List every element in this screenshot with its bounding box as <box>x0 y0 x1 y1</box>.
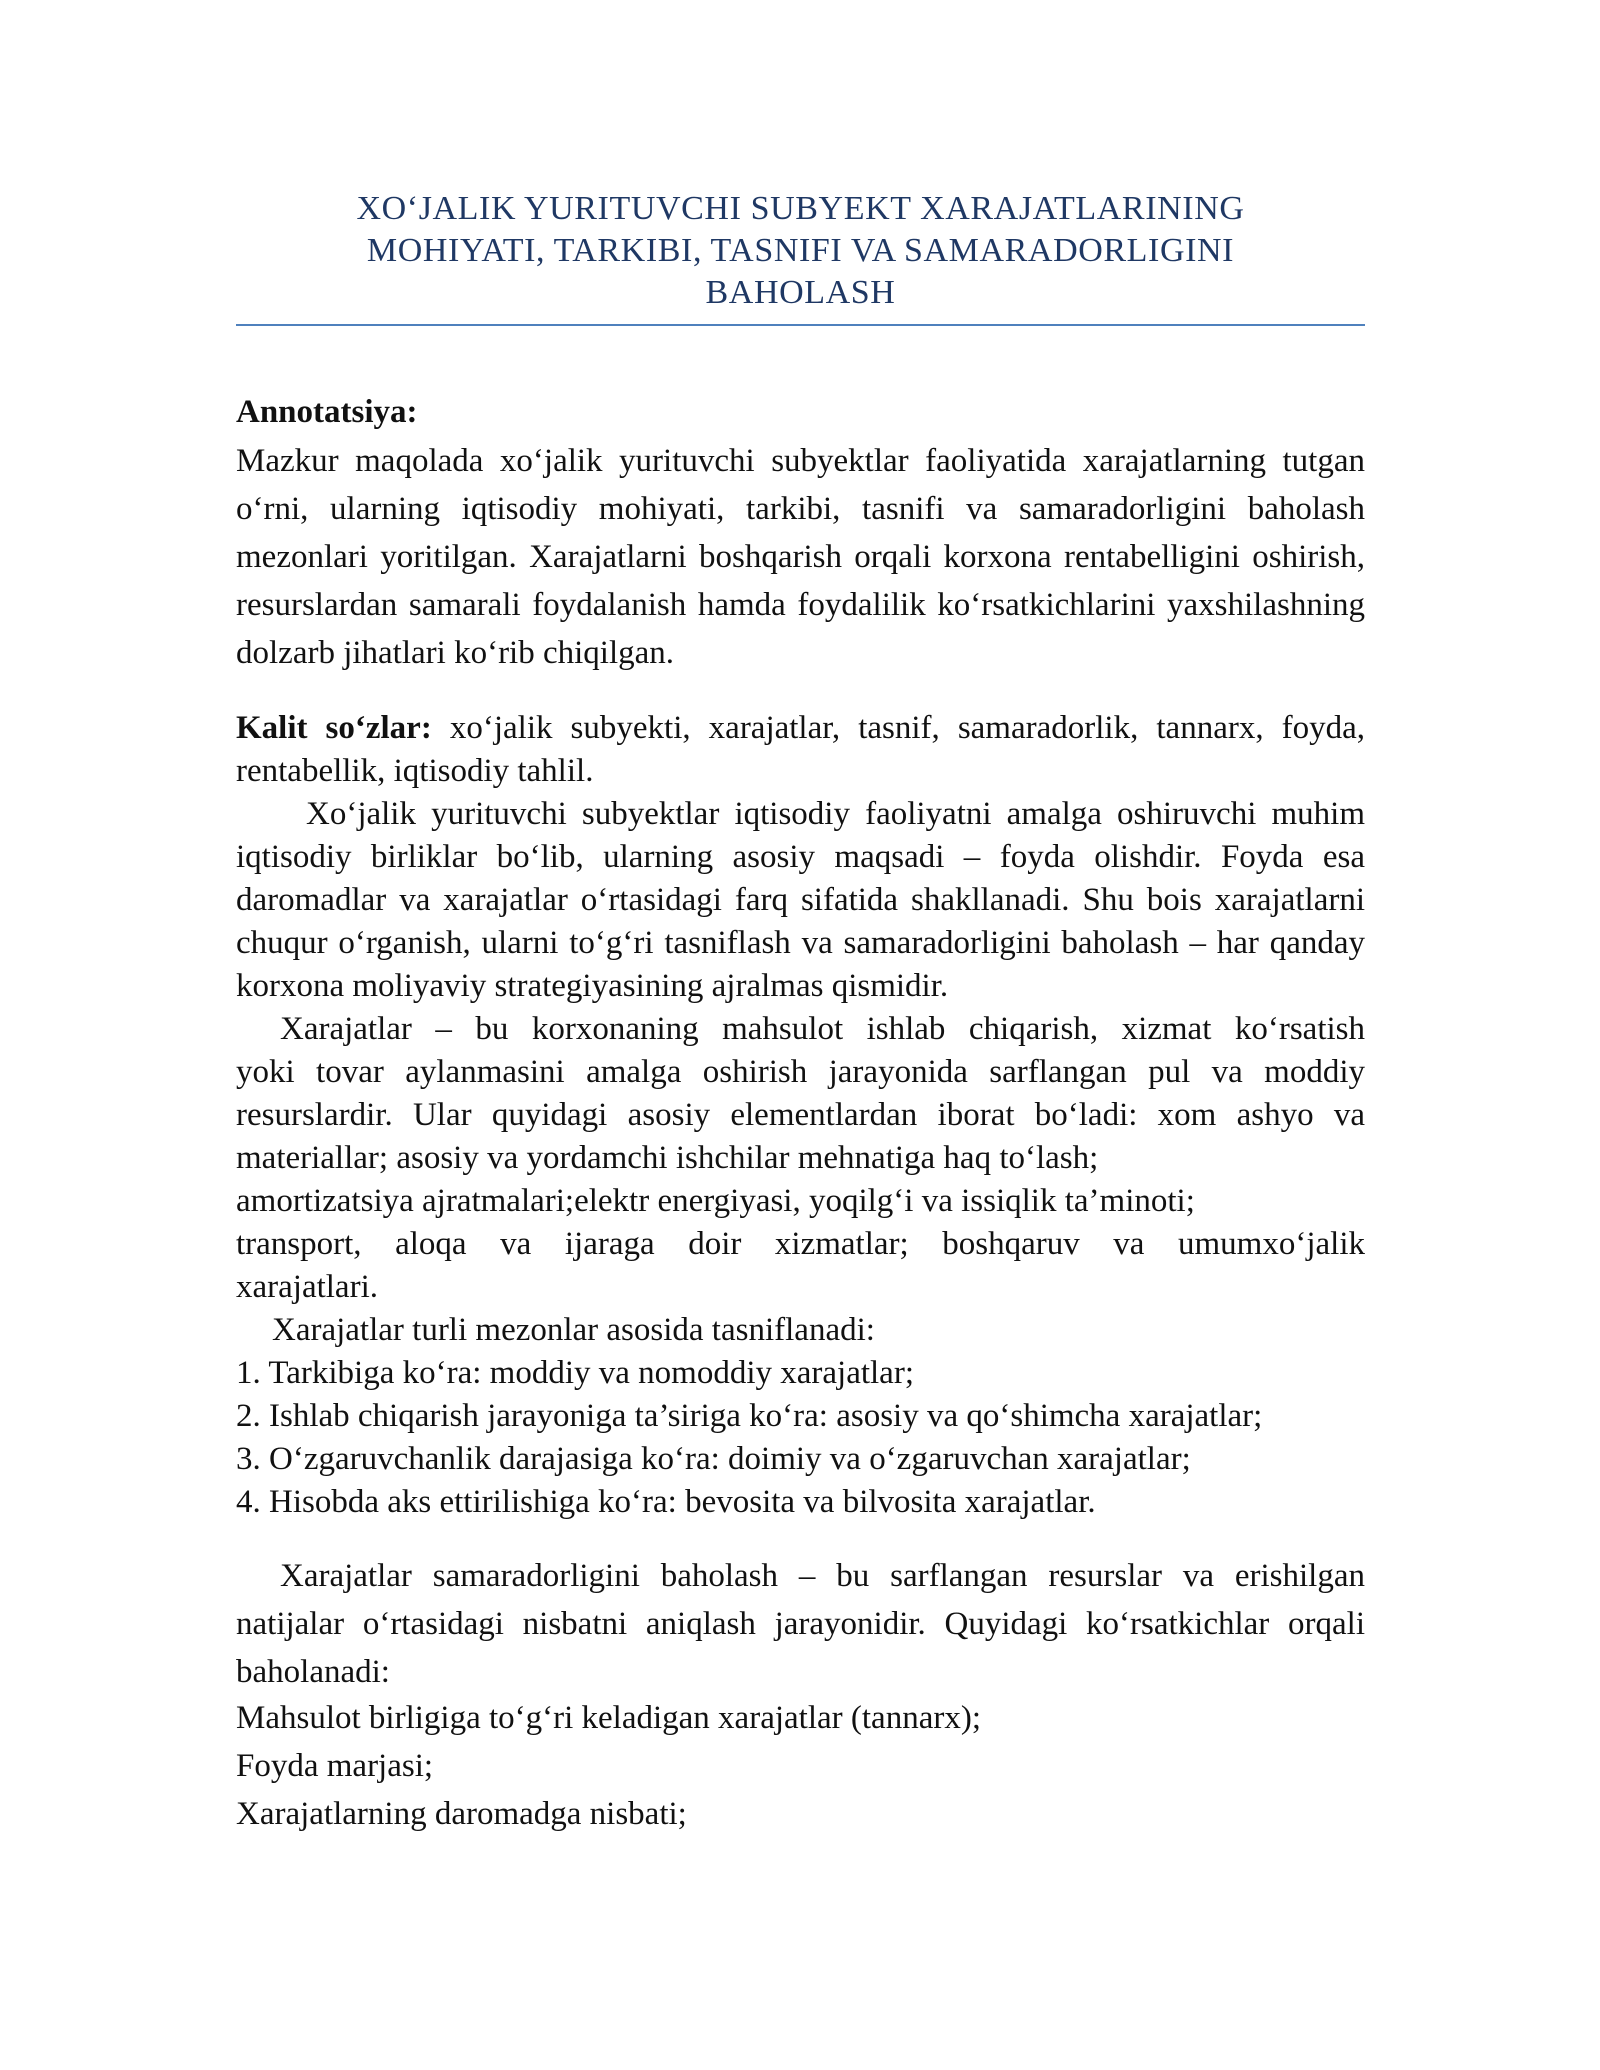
body-paragraph-intro: Xo‘jalik yurituvchi subyektlar iqtisodiy faoliyatni amalga oshiruvchi muhim iqtisodiy birliklar bo‘lib, ularning asosiy maqsadi – foyda olishdir. Foyda esa daromadlar va xarajatlar o‘rtasidagi farq sifatida shakllanadi. Shu bois xarajatlarni chuqur o‘rganish, ularni to‘g‘ri tasniflash va samaradorligini baholash – har qanday korxona moliyaviy strategiyasining ajralmas qismidir. <box>236 796 1365 1004</box>
title-underline-divider <box>236 324 1365 326</box>
classification-item-1: 1. Tarkibiga ko‘ra: moddiy va nomoddiy xarajatlar; <box>236 1355 914 1391</box>
indicators-list <box>236 1694 1365 1838</box>
indicator-item-1: Mahsulot birligiga to‘g‘ri keladigan xarajatlar (tannarx); <box>236 1700 981 1736</box>
expenses-line-4: materiallar; asosiy va yordamchi ishchilar mehnatiga haq to‘lash; <box>236 1140 1099 1176</box>
annotation-text: Mazkur maqolada xo‘jalik yurituvchi subyektlar faoliyatida xarajatlarning tutgan o‘rni, ularning iqtisodiy mohiyati, tarkibi, tasnifi va samaradorligini baholash mezonlari yoritilgan. Xarajatlarni boshqarish orqali korxona rentabelligini oshirish, resurslardan samarali foydalanish hamda foydalilik ko‘rsatkichlarini yaxshilashning dolzarb jihatlari ko‘rib chiqilgan. <box>236 443 1365 671</box>
keywords-label: Kalit so‘zlar: <box>236 710 432 746</box>
indicator-item-3: Xarajatlarning daromadga nisbati; <box>236 1796 687 1832</box>
keywords-text: xo‘jalik subyekti, xarajatlar, tasnif, samaradorlik, tannarx, foyda, rentabellik, iqtisodiy tahlil. <box>236 710 1366 789</box>
title-line-3: BAHOLASH <box>705 274 896 311</box>
classification-intro: Xarajatlar turli mezonlar asosida tasniflanadi: <box>272 1312 875 1348</box>
body-text <box>236 793 1365 1524</box>
classification-item-4: 4. Hisobda aks ettirilishiga ko‘ra: bevosita va bilvosita xarajatlar. <box>236 1484 1096 1520</box>
expenses-line-6: transport, aloqa va ijaraga doir xizmatlar; boshqaruv va umumxo‘jalik <box>236 1226 1365 1262</box>
annotation-heading: Annotatsiya: <box>236 394 418 430</box>
classification-item-2: 2. Ishlab chiqarish jarayoniga ta’siriga ko‘ra: asosiy va qo‘shimcha xarajatlar; <box>236 1398 1263 1434</box>
expenses-line-1: Xarajatlar – bu korxonaning mahsulot ishlab chiqarish, xizmat ko‘rsatish <box>280 1011 1365 1047</box>
expenses-line-5: amortizatsiya ajratmalari;elektr energiyasi, yoqilg‘i va issiqlik ta’minoti; <box>236 1183 1195 1219</box>
body-paragraph-expenses <box>236 1008 1365 1309</box>
indicator-item-2: Foyda marjasi; <box>236 1748 434 1784</box>
title-line-2: MOHIYATI, TARKIBI, TASNIFI VA SAMARADORLIGINI <box>366 232 1235 269</box>
expenses-line-2: yoki tovar aylanmasini amalga oshirish jarayonida sarflangan pul va moddiy <box>236 1054 1365 1090</box>
evaluation-paragraph: Xarajatlar samaradorligini baholash – bu sarflangan resurslar va erishilgan natijalar o‘rtasidagi nisbatni aniqlash jarayonidir. Quyidagi ko‘rsatkichlar orqali baholanadi: <box>236 1558 1365 1690</box>
expenses-line-3: resurslardir. Ular quyidagi asosiy elementlardan iborat bo‘ladi: xom ashyo va <box>236 1097 1365 1133</box>
evaluation-block <box>236 1552 1365 1696</box>
classification-item-3: 3. O‘zgaruvchanlik darajasiga ko‘ra: doimiy va o‘zgaruvchan xarajatlar; <box>236 1441 1191 1477</box>
keywords-paragraph <box>236 707 1365 793</box>
title-line-1: XO‘JALIK YURITUVCHI SUBYEKT XARAJATLARINING <box>356 190 1245 227</box>
document-title <box>236 188 1365 314</box>
expenses-line-7: xarajatlari. <box>236 1269 378 1305</box>
